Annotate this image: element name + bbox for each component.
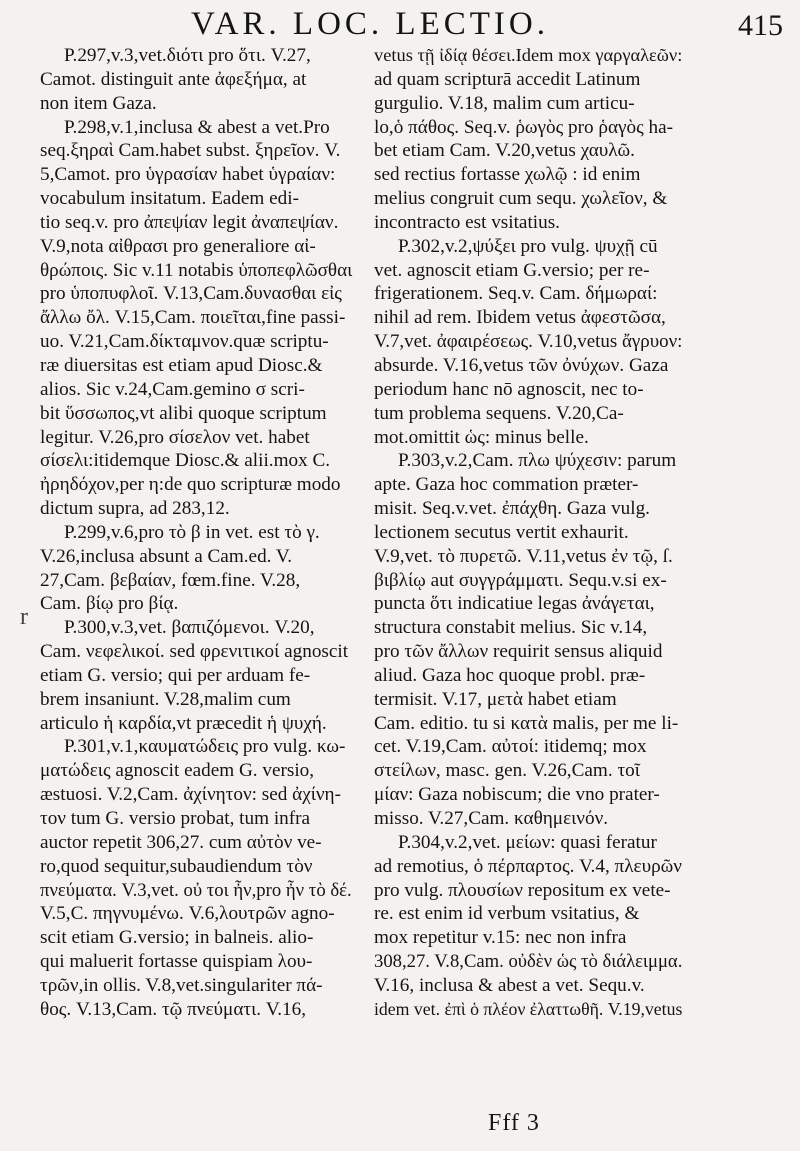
- text-line: æstuosi. V.2,Cam. ἀχίνητον: sed ἀχίνη-: [40, 784, 341, 806]
- text-line: Camot. distinguit ante ἀφεξήμα, at: [40, 68, 307, 90]
- text-line: brem insaniunt. V.28,malim cum: [40, 688, 291, 710]
- text-line: sed rectius fortasse χωλῷ : id enim: [374, 164, 641, 186]
- text-line: bit ὕσσωπος,vt alibi quoque scriptum: [40, 402, 327, 424]
- text-line: auctor repetit 306,27. cum αὐτὸν ve-: [40, 831, 322, 853]
- running-head: VAR. LOC. LECTIO.: [191, 6, 549, 42]
- text-line: misit. Seq.v.vet. ἐπάχθη. Gaza vulg.: [374, 498, 650, 520]
- text-line: P.299,v.6,pro τὸ β in vet. est τὸ γ.: [64, 521, 320, 543]
- text-line: P.303,v.2,Cam. πλω ψύχεσιν: parum: [398, 450, 677, 472]
- text-line: legitur. V.26,pro σίσελον vet. habet: [40, 426, 310, 448]
- text-line: pro τῶν ἄλλων requirit sensus aliquid: [374, 641, 663, 663]
- text-line: uo. V.21,Cam.δίκταμνον.quæ scriptu-: [40, 331, 329, 353]
- text-line: V.7,vet. ἀφαιρέσεως. V.10,vetus ἄγρυον:: [374, 331, 683, 353]
- text-line: ad quam scripturā accedit Latinum: [374, 68, 641, 90]
- text-line: V.9,vet. τὸ πυρετῶ. V.11,vetus ἐν τῷ, ſ.: [374, 545, 673, 567]
- text-line: cet. V.19,Cam. αὐτοί: itidemq; mox: [374, 736, 647, 758]
- text-line: P.297,v.3,vet.διότι pro ὅτι. V.27,: [64, 45, 311, 66]
- text-line: articulo ἡ καρδία,vt præcedit ἡ ψυχή.: [40, 712, 327, 734]
- text-line: non item Gaza.: [40, 92, 157, 114]
- gathering-signature: Fff 3: [488, 1110, 540, 1136]
- text-line: μίαν: Gaza nobiscum; die vno prater-: [374, 784, 660, 806]
- text-line: Cam. editio. tu si κατὰ malis, per me li-: [374, 712, 679, 734]
- right-column: [374, 44, 682, 1022]
- text-line: pro vulg. πλουσίων repositum ex vete-: [374, 879, 671, 901]
- text-line: 27,Cam. βεβαίαν, fœm.fine. V.28,: [40, 569, 301, 591]
- text-line: P.301,v.1,καυματώδεις pro vulg. κω-: [64, 736, 346, 758]
- text-line: P.302,v.2,ψύξει pro vulg. ψυχῇ cū: [398, 235, 658, 257]
- text-line: aliud. Gaza hoc quoque probl. præ-: [374, 664, 646, 686]
- text-line: ro,quod sequitur,subaudiendum τὸν: [40, 855, 313, 877]
- text-line: τρῶν,in ollis. V.8,vet.singulariter πά-: [40, 974, 323, 996]
- text-line: seq.ξηραὶ Cam.habet subst. ξηρεῖον. V.: [40, 140, 341, 162]
- text-line: mox repetitur v.15: nec non infra: [374, 927, 627, 949]
- text-line: V.26,inclusa absunt a Cam.ed. V.: [40, 545, 293, 567]
- text-line: V.9,nota αἰθρασι pro generaliore αἰ-: [40, 235, 316, 257]
- text-line: vocabulum insitatum. Eadem edi-: [40, 188, 299, 210]
- text-line: ræ diuersitas est etiam apud Diosc.&: [40, 354, 323, 376]
- text-line: periodum hanc nō agnoscit, nec to-: [374, 378, 644, 400]
- text-line: etiam G. versio; qui per arduam fe-: [40, 664, 311, 686]
- text-line: P.298,v.1,inclusa & abest a vet.Pro: [64, 116, 330, 138]
- text-line: incontracto est vsitatius.: [374, 211, 560, 233]
- text-line: θρώποις. Sic v.11 notabis ὑποπεφλῶσθαι: [40, 259, 353, 281]
- text-line: ματώδεις agnoscit eadem G. versio,: [40, 760, 315, 782]
- text-line: στείλων, masc. gen. V.26,Cam. τοῖ: [374, 760, 640, 782]
- text-line: P.304,v.2,vet. μείων: quasi feratur: [398, 831, 657, 853]
- text-line: mot.omittit ὡς: minus belle.: [374, 426, 589, 448]
- text-line: θος. V.13,Cam. τῷ πνεύματι. V.16,: [40, 998, 306, 1020]
- text-line: bet etiam Cam. V.20,vetus χαυλῶ.: [374, 140, 635, 162]
- text-line: ad remotius, ὁ πέρπαρτος. V.4, πλευρῶν: [374, 855, 682, 877]
- text-line: vet. agnoscit etiam G.versio; per re-: [374, 259, 650, 281]
- page-number: 415: [738, 9, 783, 42]
- text-line: tum problema sequens. V.20,Ca-: [374, 402, 624, 424]
- left-column: [40, 44, 352, 1022]
- text-line: absurde. V.16,vetus τῶν ὀνύχων. Gaza: [374, 354, 669, 376]
- text-line: V.5,C. πηγνυμένω. V.6,λουτρῶν agno-: [40, 903, 335, 925]
- text-line: termisit. V.17, μετὰ habet etiam: [374, 688, 617, 710]
- text-line: melius congruit cum sequ. χωλεῖον, &: [374, 188, 668, 210]
- text-line: apte. Gaza hoc commation præter-: [374, 474, 639, 496]
- text-line: structura constabit melius. Sic v.14,: [374, 617, 648, 639]
- text-line: nihil ad rem. Ibidem vetus ἀφεστῶσα,: [374, 307, 666, 329]
- text-line: Cam. νεφελικοί. sed φρενιτικοί agnoscit: [40, 641, 349, 663]
- text-line: alios. Sic v.24,Cam.gemino σ scri-: [40, 378, 305, 400]
- text-line: lectionem secutus vertit exhaurit.: [374, 521, 629, 543]
- text-line: dictum supra, ad 283,12.: [40, 498, 230, 520]
- text-line: lo,ὁ πάθος. Seq.v. ῥωγὸς pro ῥαγὸς ha-: [374, 116, 673, 138]
- text-line: idem vet. ἐπὶ ὁ πλέον ἐλαττωθῆ. V.19,vetus: [374, 998, 683, 1019]
- text-line: P.300,v.3,vet. βαπιζόμενοι. V.20,: [64, 617, 315, 639]
- text-line: 308,27. V.8,Cam. οὐδὲν ὡς τὸ διάλειμμα.: [374, 951, 683, 973]
- text-line: ἄλλω ὄλ. V.15,Cam. ποιεῖται,fine passi-: [40, 307, 346, 329]
- text-line: gurgulio. V.18, malim cum articu-: [374, 92, 635, 114]
- text-line: Cam. βίῳ pro βίᾳ.: [40, 593, 179, 615]
- text-line: τον tum G. versio probat, tum infra: [40, 808, 311, 829]
- text-line: qui maluerit fortasse quispiam λου-: [40, 951, 313, 973]
- text-line: V.16, inclusa & abest a vet. Sequ.v.: [374, 974, 645, 996]
- text-line: re. est enim id verbum vsitatius, &: [374, 903, 640, 925]
- text-line: 5,Camot. pro ὑγρασίαν habet ὑγραίαν:: [40, 164, 336, 186]
- text-line: πνεύματα. V.3,vet. οὐ τοι ἦν,pro ἦν τὸ δέ.: [40, 879, 352, 901]
- text-line: misso. V.27,Cam. καθημεινόν.: [374, 808, 609, 829]
- text-line: tio seq.v. pro ἀπεψίαν legit ἀναπεψίαν.: [40, 211, 339, 233]
- text-line: scit etiam G.versio; in balneis. alio-: [40, 927, 314, 949]
- text-line: frigerationem. Seq.v. Cam. δήμωραί:: [374, 283, 658, 305]
- text-line: pro ὑποπυφλοῖ. V.13,Cam.δυνασθαι εἰς: [40, 283, 342, 305]
- margin-mark: r: [20, 604, 28, 630]
- text-line: vetus τῇ ἰδίᾳ θέσει.Idem mox γαργαλεῶν:: [374, 45, 683, 65]
- text-line: σίσελι:itidemque Diosc.& alii.mox C.: [40, 450, 331, 472]
- text-line: βιβλίῳ aut συγγράμματι. Sequ.v.si ex-: [374, 569, 667, 591]
- text-line: ἠρηδόχον,per η:de quo scripturæ modo: [40, 474, 341, 496]
- text-line: puncta ὅτι indicatiue legas ἀνάγεται,: [374, 593, 655, 615]
